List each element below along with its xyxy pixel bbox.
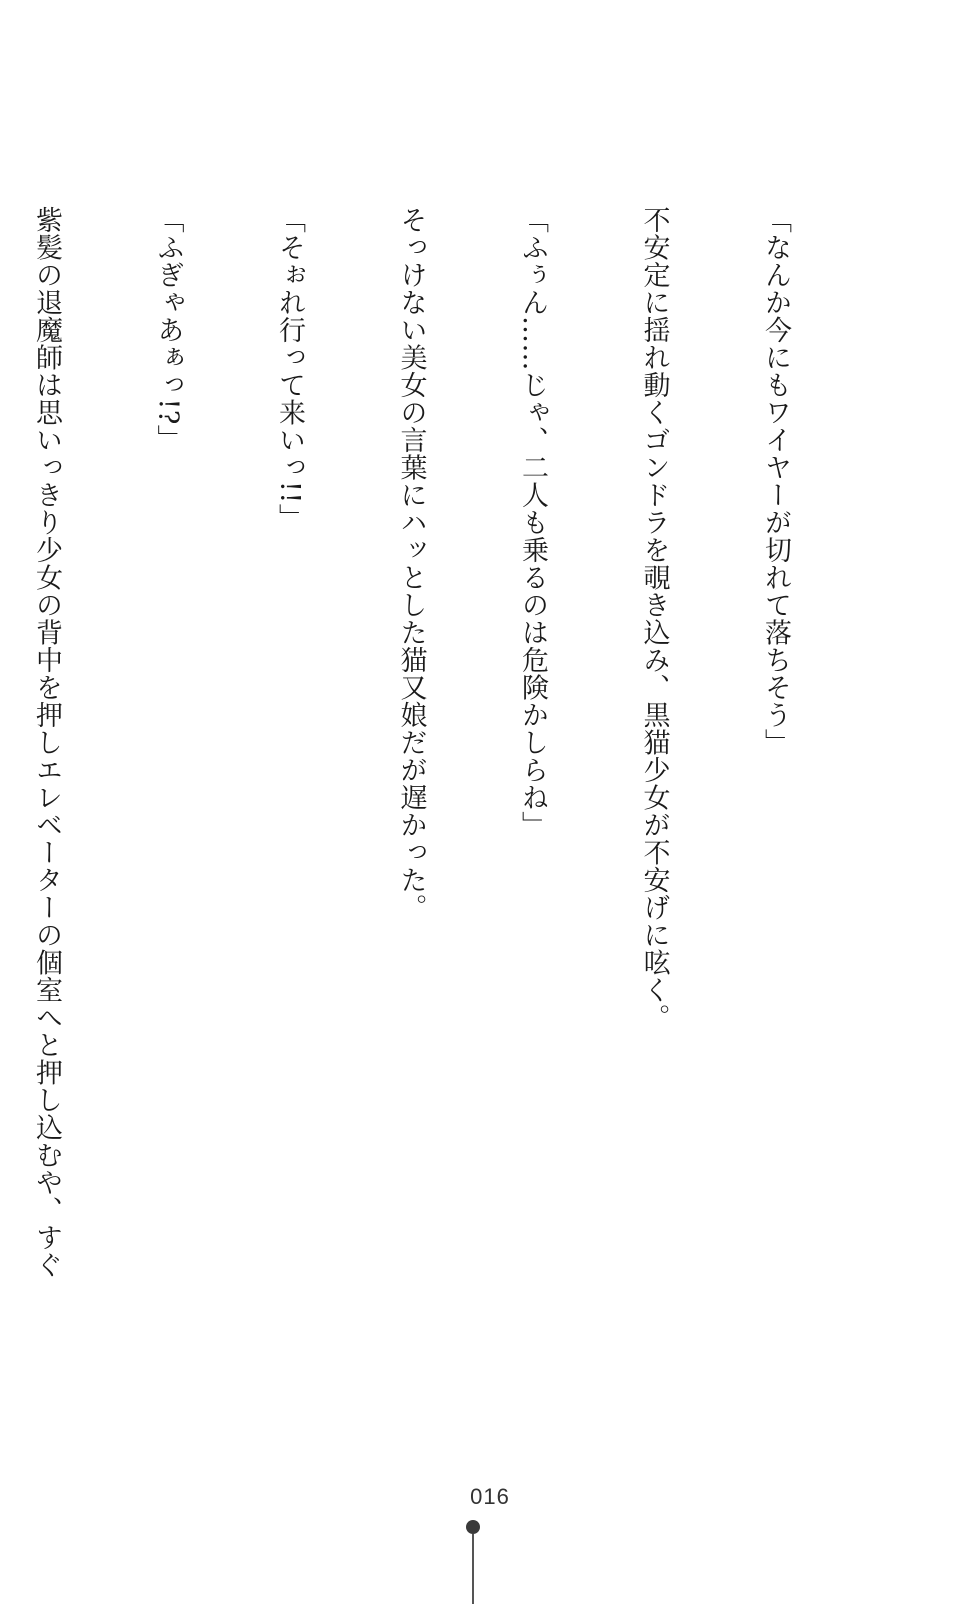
text-line: 「そぉれ行って来いっ!!」: [274, 206, 305, 532]
text-line: 不安定に揺れ動くゴンドラを覗き込み、黒猫少女が不安げに呟く。: [638, 206, 670, 1031]
text-line: 「ふぅん……じゃ、二人も乗るのは危険かしらね」: [517, 206, 548, 839]
text-line: 紫髪の退魔師は思いっきり少女の背中を押しエレベーターの個室へと押し込むや、すぐ: [31, 206, 62, 1279]
text-line: 「ふぎゃあぁっ!?」: [152, 206, 184, 453]
body-text: [0, 206, 876, 1296]
text-line: そっけない美女の言葉にハッとした猫又娘だが遅かった。: [395, 206, 427, 921]
text-line: 「なんか今にもワイヤーが切れて落ちそう」: [760, 206, 791, 756]
page-number: 016: [470, 1484, 510, 1509]
page-marker-dot: [466, 1520, 480, 1534]
page-marker-line: [472, 1534, 474, 1604]
